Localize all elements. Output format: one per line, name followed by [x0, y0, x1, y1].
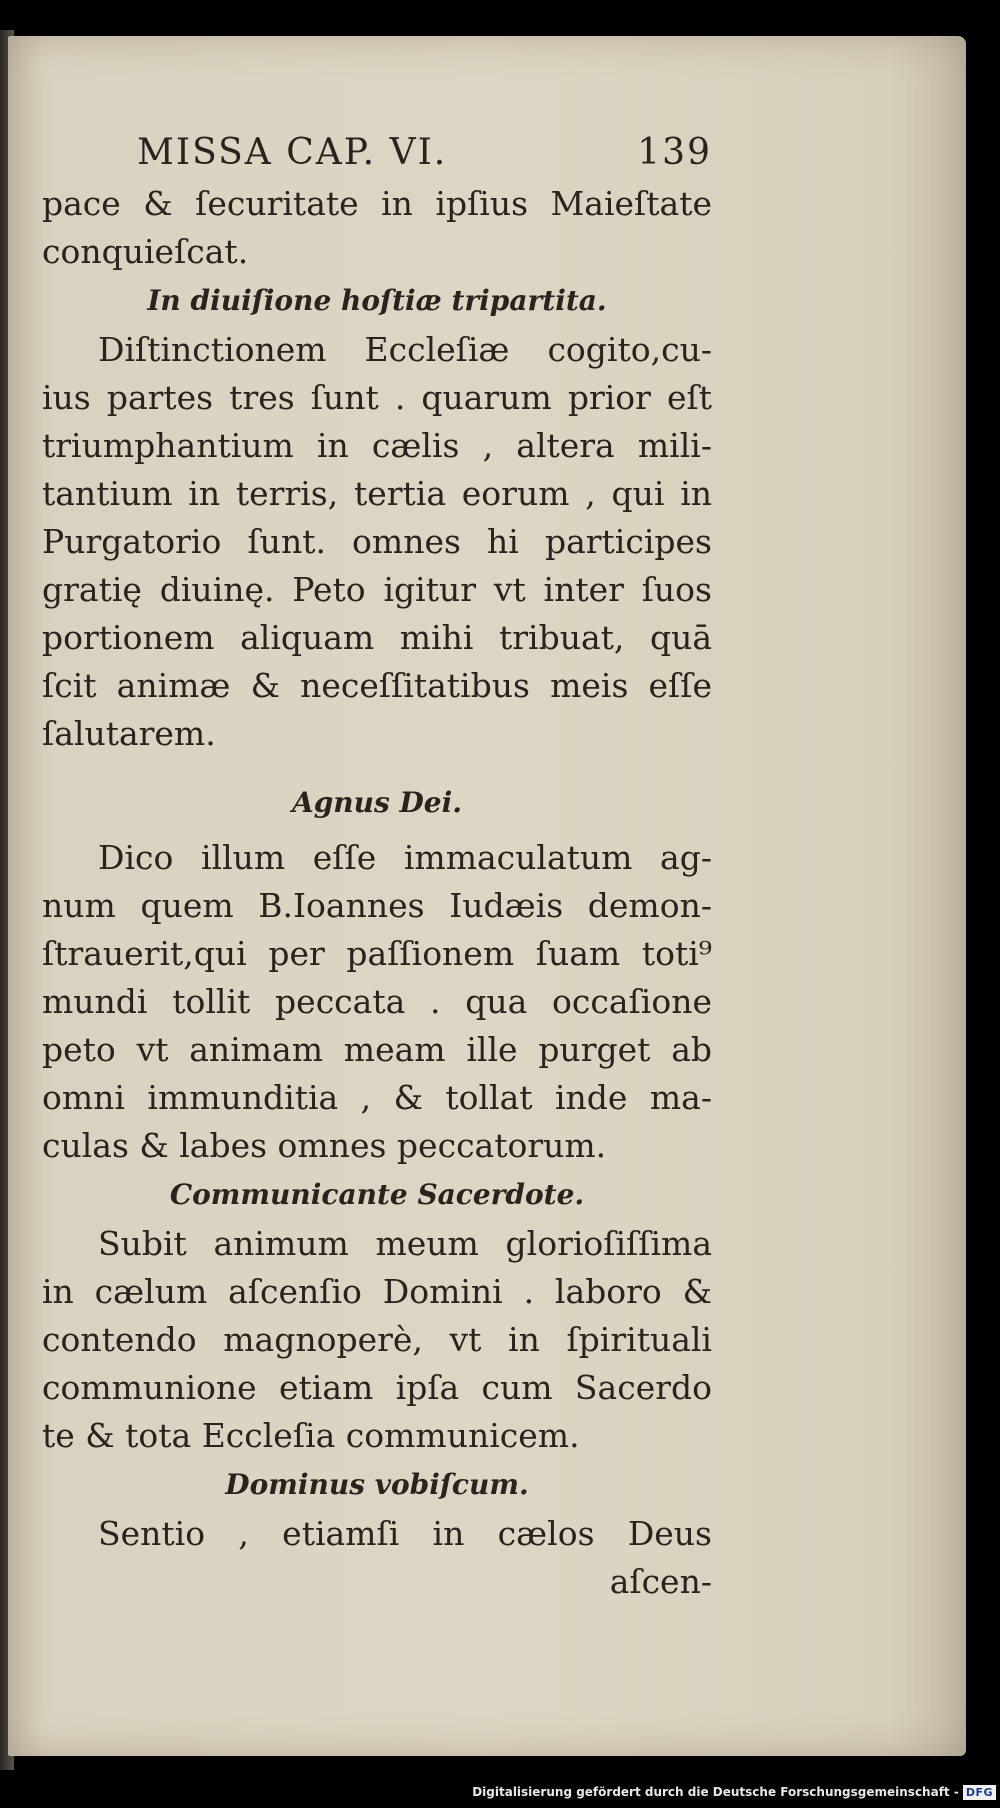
text-line: ſtrauerit,qui per paſſionem ſuam toti⁹: [42, 934, 712, 973]
text-line: contendo magnoperè, vt in ſpirituali: [42, 1320, 712, 1359]
text-line: ſalutarem.: [42, 714, 216, 753]
body-text: [42, 180, 712, 1606]
funding-credit: Digitalisierung gefördert durch die Deutsche Forschungsgemeinschaft -: [472, 1785, 959, 1799]
text-line: tantium in terris, tertia eorum , qui in: [42, 474, 712, 513]
text-line: ius partes tres ſunt . quarum prior eſt: [42, 378, 712, 417]
text-line: conquieſcat.: [42, 232, 249, 271]
text-line: portionem aliquam mihi tribuat, quā: [42, 618, 712, 657]
text-line: Diſtinctionem Eccleſiæ cogito,cu-: [98, 330, 712, 369]
text-line: Dico illum eſſe immaculatum ag-: [98, 838, 712, 877]
text-line: gratię diuinę. Peto igitur vt inter ſuos: [42, 570, 712, 609]
text-line: mundi tollit peccata . qua occaſione: [42, 982, 712, 1021]
text-line: num quem B.Ioannes Iudæis demon-: [42, 886, 712, 925]
text-line: Subit animum meum glorioſiſſima: [98, 1224, 712, 1263]
section-heading: In diuiſione hoſtiæ tripartita.: [147, 284, 607, 317]
text-line: communione etiam ipſa cum Sacerdo: [42, 1368, 712, 1407]
section-heading: Communicante Sacerdote.: [169, 1178, 585, 1211]
text-line: peto vt animam meam ille purget ab: [42, 1030, 712, 1069]
text-line: aſcen-: [609, 1562, 712, 1601]
page-text: [42, 126, 712, 1606]
text-line: Purgatorio ſunt. omnes hi participes: [42, 522, 712, 561]
text-line: te & tota Eccleſia communicem.: [42, 1416, 580, 1455]
text-line: omni immunditia , & tollat inde ma-: [42, 1078, 712, 1117]
text-line: ſcit animæ & neceſſitatibus meis eſſe: [42, 666, 712, 705]
text-line: Sentio , etiamſi in cælos Deus: [98, 1514, 712, 1553]
digitization-footer: [0, 1776, 1000, 1808]
text-line: triumphantium in cælis , altera mili-: [42, 426, 712, 465]
text-line: pace & ſecuritate in ipſius Maieſtate: [42, 184, 712, 223]
text-line: in cælum aſcenſio Domini . laboro &: [42, 1272, 712, 1311]
page-number: 139: [637, 132, 712, 173]
running-head: [42, 126, 712, 180]
text-line: culas & labes omnes peccatorum.: [42, 1126, 607, 1165]
section-heading: Agnus Dei.: [291, 786, 462, 819]
section-heading: Dominus vobiſcum.: [225, 1468, 529, 1501]
running-head-title: MISSA CAP. VI.: [137, 132, 448, 173]
dfg-logo-icon: DFG: [963, 1785, 996, 1800]
